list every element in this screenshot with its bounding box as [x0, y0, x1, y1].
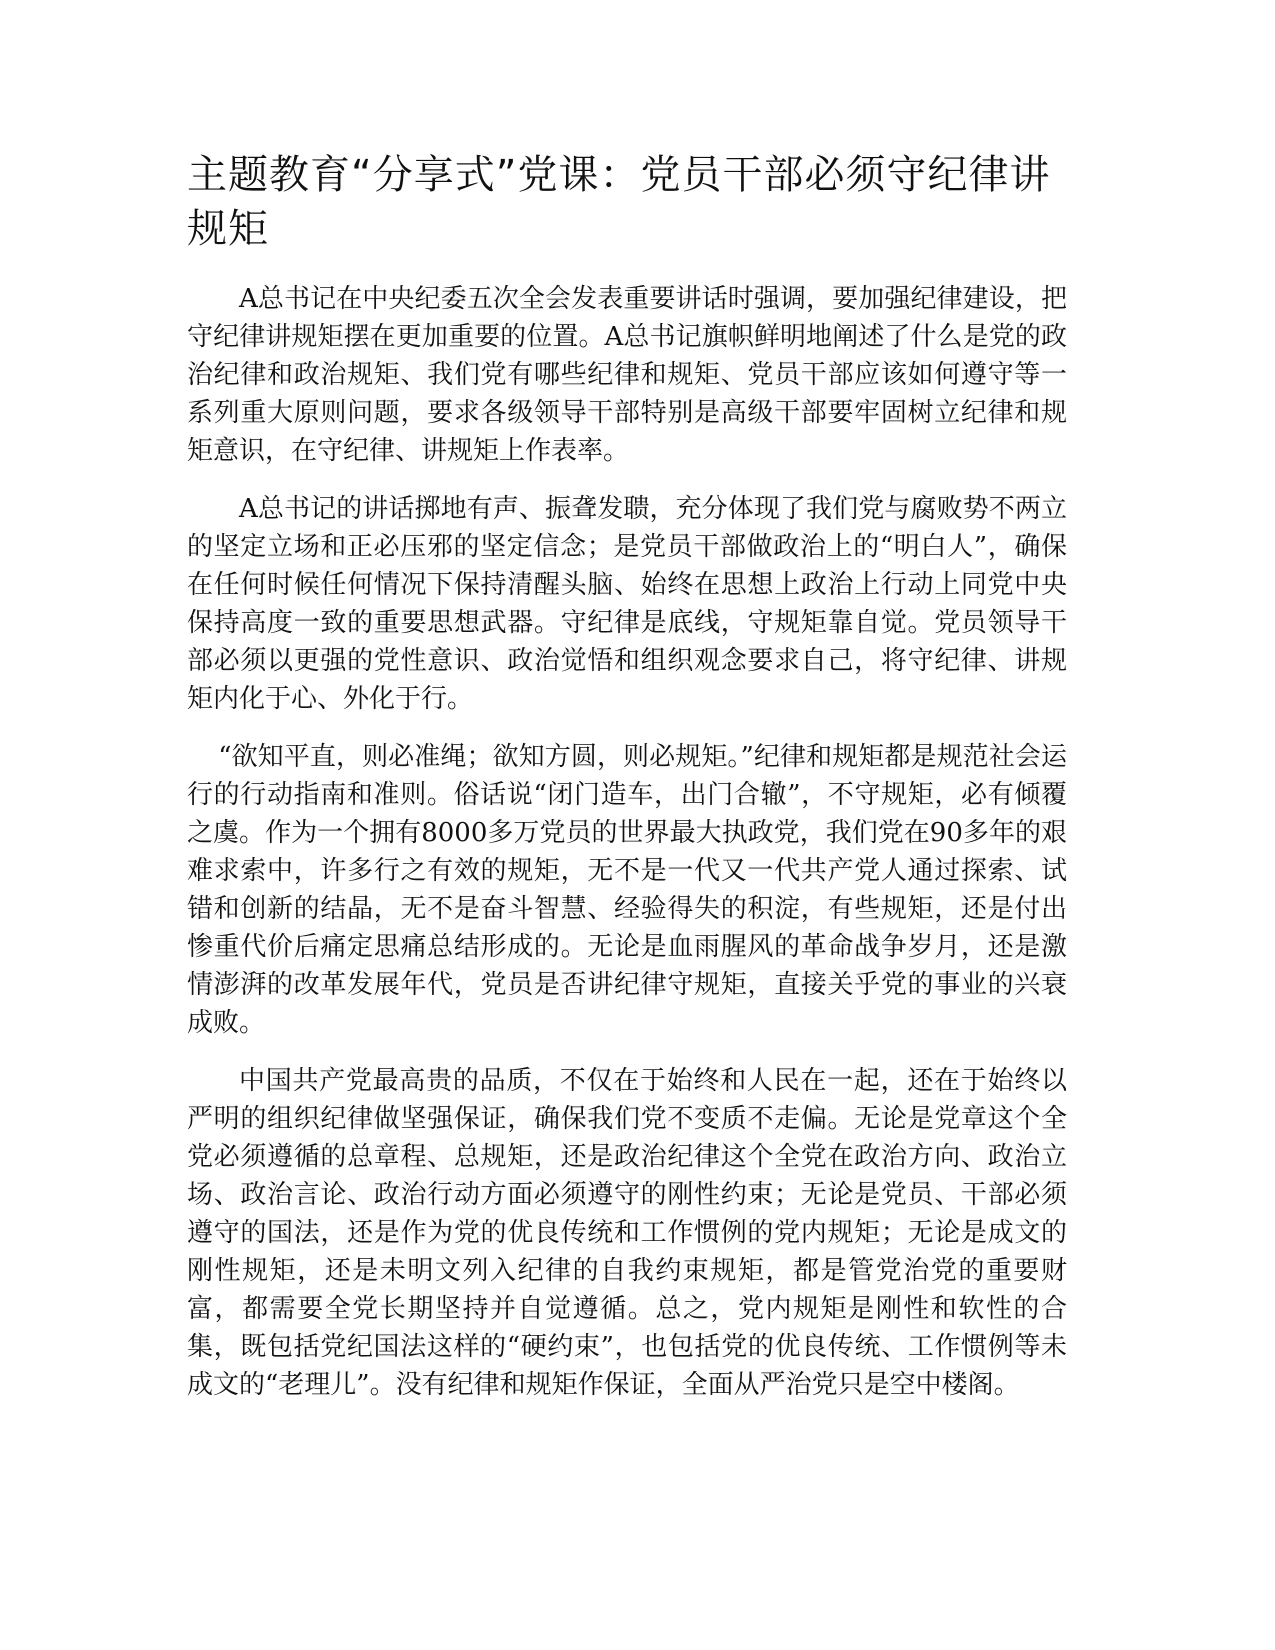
document-title: 主题教育“分享式”党课：党员干部必须守纪律讲规矩	[187, 152, 1051, 252]
paragraph-4: 中国共产党最高贵的品质，不仅在于始终和人民在一起，还在于始终以严明的组织纪律做坚强保证，确保我们党不变质不走偏。无论是党章这个全党必须遵循的总章程、总规矩，还是政治纪律这个全党在政治方向、政治立场、政治言论、政治行动方面必须遵守的刚性约束；无论是党员、干部必须遵守的国法，还是作为党的优良传统和工作惯例的党内规矩；无论是成文的刚性规矩，还是未明文列入纪律的自我约束规矩，都是管党治党的重要财富，都需要全党长期坚持并自觉遵循。总之，党内规矩是刚性和软性的合集，既包括党纪国法这样的“硬约束”，也包括党的优良传统、工作惯例等未成文的“老理儿”。没有纪律和规矩作保证，全面从严治党只是空中楼阁。	[187, 1066, 1067, 1400]
paragraph-3: “欲知平直，则必准绳；欲知方圆，则必规矩。”纪律和规矩都是规范社会运行的行动指南和准则。俗话说“闭门造车，出门合辙”，不守规矩，必有倾覆之虞。作为一个拥有8000多万党员的世界最大执政党，我们党在90多年的艰难求索中，许多行之有效的规矩，无不是一代又一代共产党人通过探索、试错和创新的结晶，无不是奋斗智慧、经验得失的积淀，有些规矩，还是付出惨重代价后痛定思痛总结形成的。无论是血雨腥风的革命战争岁月，还是激情澎湃的改革发展年代，党员是否讲纪律守规矩，直接关乎党的事业的兴衰成败。	[187, 742, 1067, 1038]
document-page	[187, 148, 1067, 1424]
paragraph-1: A总书记在中央纪委五次全会发表重要讲话时强调，要加强纪律建设，把守纪律讲规矩摆在更加重要的位置。A总书记旗帜鲜明地阐述了什么是党的政治纪律和政治规矩、我们党有哪些纪律和规矩、党员干部应该如何遵守等一系列重大原则问题，要求各级领导干部特别是高级干部要牢固树立纪律和规矩意识，在守纪律、讲规矩上作表率。	[187, 284, 1067, 466]
paragraph-2: A总书记的讲话掷地有声、振聋发聩，充分体现了我们党与腐败势不两立的坚定立场和正必压邪的坚定信念；是党员干部做政治上的“明白人”，确保在任何时候任何情况下保持清醒头脑、始终在思想上政治上行动上同党中央保持高度一致的重要思想武器。守纪律是底线，守规矩靠自觉。党员领导干部必须以更强的党性意识、政治觉悟和组织观念要求自己，将守纪律、讲规矩内化于心、外化于行。	[187, 494, 1067, 714]
